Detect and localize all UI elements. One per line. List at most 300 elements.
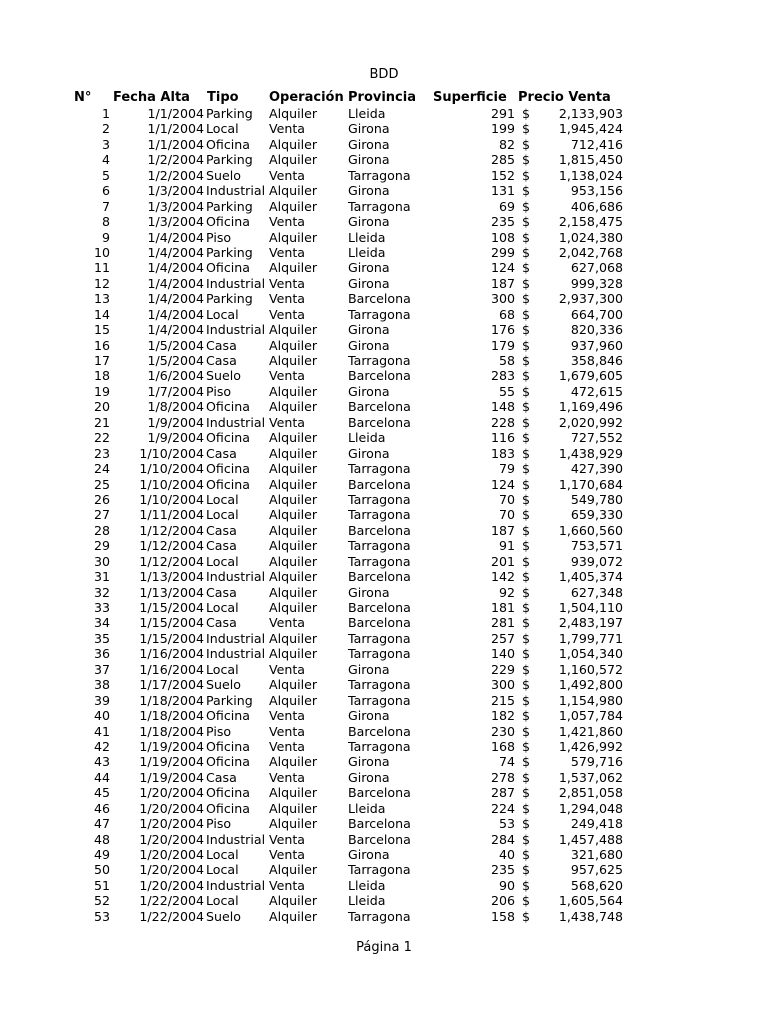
cell-currency: $	[522, 337, 531, 353]
cell-fecha: 1/1/2004	[147, 121, 204, 137]
cell-precio: 953,156	[570, 183, 623, 199]
cell-fecha: 1/4/2004	[147, 260, 204, 276]
cell-superficie: 68	[498, 306, 515, 322]
cell-tipo: Piso	[206, 383, 232, 399]
table-row	[0, 832, 768, 847]
cell-operacion: Alquiler	[269, 430, 318, 446]
cell-operacion: Alquiler	[269, 106, 318, 121]
cell-num: 27	[93, 507, 110, 523]
cell-tipo: Oficina	[206, 785, 250, 801]
cell-operacion: Alquiler	[269, 862, 318, 878]
cell-operacion: Alquiler	[269, 893, 318, 909]
cell-fecha: 1/12/2004	[139, 538, 204, 554]
table-row	[0, 183, 768, 198]
cell-num: 49	[93, 847, 110, 862]
cell-num: 17	[93, 353, 110, 368]
table-row	[0, 646, 768, 661]
cell-tipo: Industrial	[206, 831, 266, 847]
cell-operacion: Alquiler	[269, 337, 318, 353]
table-row	[0, 600, 768, 615]
cell-currency: $	[522, 538, 531, 554]
cell-fecha: 1/20/2004	[139, 862, 204, 878]
cell-currency: $	[522, 677, 531, 693]
cell-tipo: Industrial	[206, 275, 266, 291]
cell-superficie: 108	[490, 229, 515, 245]
cell-tipo: Industrial	[206, 569, 266, 585]
cell-fecha: 1/11/2004	[139, 507, 204, 523]
table-row	[0, 384, 768, 399]
cell-fecha: 1/13/2004	[139, 584, 204, 600]
cell-num: 44	[93, 769, 110, 785]
cell-provincia: Tarragona	[348, 353, 411, 368]
cell-superficie: 228	[490, 414, 515, 430]
cell-provincia: Tarragona	[348, 862, 411, 878]
cell-tipo: Local	[206, 661, 239, 677]
cell-precio: 549,780	[570, 491, 623, 507]
cell-operacion: Venta	[269, 291, 306, 307]
table-header	[0, 90, 768, 107]
cell-operacion: Venta	[269, 414, 306, 430]
cell-superficie: 91	[498, 538, 515, 554]
cell-currency: $	[522, 723, 531, 739]
cell-superficie: 229	[490, 661, 515, 677]
cell-operacion: Alquiler	[269, 229, 318, 245]
cell-num: 42	[93, 738, 110, 754]
cell-tipo: Casa	[206, 584, 237, 600]
cell-fecha: 1/4/2004	[147, 244, 204, 260]
cell-superficie: 79	[498, 461, 515, 477]
cell-precio: 1,138,024	[558, 167, 623, 183]
cell-precio: 1,421,860	[558, 723, 623, 739]
cell-num: 43	[93, 754, 110, 770]
cell-operacion: Alquiler	[269, 522, 318, 538]
cell-fecha: 1/18/2004	[139, 723, 204, 739]
cell-tipo: Oficina	[206, 800, 250, 816]
cell-fecha: 1/12/2004	[139, 522, 204, 538]
cell-provincia: Tarragona	[348, 692, 411, 708]
cell-superficie: 124	[490, 476, 515, 492]
cell-superficie: 230	[490, 723, 515, 739]
cell-num: 3	[101, 136, 110, 152]
cell-tipo: Parking	[206, 291, 253, 307]
cell-superficie: 287	[490, 785, 515, 801]
cell-precio: 427,390	[570, 461, 623, 477]
cell-tipo: Local	[206, 893, 239, 909]
cell-precio: 1,537,062	[558, 769, 623, 785]
table-row	[0, 399, 768, 414]
cell-currency: $	[522, 152, 531, 168]
cell-currency: $	[522, 708, 531, 724]
cell-precio: 1,815,450	[558, 152, 623, 168]
cell-num: 50	[93, 862, 110, 878]
cell-fecha: 1/19/2004	[139, 769, 204, 785]
cell-currency: $	[522, 615, 531, 631]
cell-currency: $	[522, 353, 531, 368]
cell-num: 24	[93, 461, 110, 477]
table-row	[0, 585, 768, 600]
cell-tipo: Local	[206, 862, 239, 878]
cell-num: 52	[93, 893, 110, 909]
cell-precio: 1,679,605	[558, 368, 623, 384]
cell-num: 33	[93, 600, 110, 615]
cell-precio: 1,154,980	[558, 692, 623, 708]
table-row	[0, 492, 768, 507]
cell-currency: $	[522, 183, 531, 199]
cell-provincia: Lleida	[348, 244, 386, 260]
table-row	[0, 461, 768, 476]
cell-currency: $	[522, 692, 531, 708]
cell-operacion: Venta	[269, 121, 306, 137]
cell-currency: $	[522, 646, 531, 662]
cell-tipo: Casa	[206, 337, 237, 353]
cell-currency: $	[522, 862, 531, 878]
cell-fecha: 1/5/2004	[147, 353, 204, 368]
table-row	[0, 754, 768, 769]
cell-precio: 939,072	[570, 553, 623, 569]
cell-operacion: Venta	[269, 275, 306, 291]
header-fecha: Fecha Alta	[113, 90, 190, 105]
cell-precio: 712,416	[570, 136, 623, 152]
sheet-title: BDD	[369, 67, 399, 82]
header-precio: Precio Venta	[518, 90, 611, 105]
table-row	[0, 214, 768, 229]
cell-currency: $	[522, 244, 531, 260]
cell-operacion: Alquiler	[269, 152, 318, 168]
table-row	[0, 770, 768, 785]
cell-tipo: Casa	[206, 769, 237, 785]
cell-precio: 1,504,110	[558, 600, 623, 615]
cell-precio: 1,660,560	[558, 522, 623, 538]
cell-currency: $	[522, 908, 531, 924]
cell-fecha: 1/5/2004	[147, 337, 204, 353]
cell-provincia: Girona	[348, 383, 390, 399]
cell-precio: 249,418	[570, 816, 623, 832]
cell-currency: $	[522, 816, 531, 832]
table-row	[0, 291, 768, 306]
cell-precio: 2,483,197	[558, 615, 623, 631]
cell-fecha: 1/3/2004	[147, 214, 204, 230]
cell-num: 34	[93, 615, 110, 631]
cell-fecha: 1/20/2004	[139, 877, 204, 893]
cell-currency: $	[522, 322, 531, 338]
cell-tipo: Piso	[206, 816, 232, 832]
table-row	[0, 260, 768, 275]
cell-superficie: 235	[490, 214, 515, 230]
cell-currency: $	[522, 800, 531, 816]
cell-superficie: 278	[490, 769, 515, 785]
table-row	[0, 785, 768, 800]
cell-superficie: 142	[490, 569, 515, 585]
cell-tipo: Parking	[206, 106, 253, 121]
cell-num: 36	[93, 646, 110, 662]
cell-precio: 406,686	[570, 198, 623, 214]
cell-fecha: 1/19/2004	[139, 754, 204, 770]
cell-num: 15	[93, 322, 110, 338]
cell-precio: 727,552	[570, 430, 623, 446]
cell-tipo: Local	[206, 600, 239, 615]
cell-currency: $	[522, 106, 531, 121]
cell-provincia: Lleida	[348, 893, 386, 909]
cell-operacion: Alquiler	[269, 198, 318, 214]
cell-fecha: 1/20/2004	[139, 831, 204, 847]
table-row	[0, 106, 768, 121]
cell-precio: 999,328	[570, 275, 623, 291]
cell-operacion: Venta	[269, 877, 306, 893]
cell-provincia: Girona	[348, 121, 390, 137]
cell-superficie: 283	[490, 368, 515, 384]
cell-precio: 2,020,992	[558, 414, 623, 430]
cell-tipo: Casa	[206, 445, 237, 461]
table-row	[0, 168, 768, 183]
cell-currency: $	[522, 661, 531, 677]
table-row	[0, 322, 768, 337]
cell-provincia: Barcelona	[348, 414, 411, 430]
table-row	[0, 893, 768, 908]
cell-superficie: 281	[490, 615, 515, 631]
cell-currency: $	[522, 214, 531, 230]
cell-precio: 1,405,374	[558, 569, 623, 585]
cell-provincia: Lleida	[348, 106, 386, 121]
table-row	[0, 739, 768, 754]
cell-operacion: Alquiler	[269, 908, 318, 924]
cell-currency: $	[522, 260, 531, 276]
cell-fecha: 1/10/2004	[139, 476, 204, 492]
cell-provincia: Girona	[348, 769, 390, 785]
cell-currency: $	[522, 877, 531, 893]
cell-operacion: Alquiler	[269, 507, 318, 523]
table-row	[0, 152, 768, 167]
cell-num: 29	[93, 538, 110, 554]
cell-superficie: 176	[490, 322, 515, 338]
cell-precio: 1,054,340	[558, 646, 623, 662]
table-row	[0, 615, 768, 630]
cell-tipo: Oficina	[206, 399, 250, 415]
cell-provincia: Girona	[348, 152, 390, 168]
cell-tipo: Local	[206, 507, 239, 523]
table-row	[0, 353, 768, 368]
table-row	[0, 878, 768, 893]
cell-num: 2	[101, 121, 110, 137]
cell-fecha: 1/7/2004	[147, 383, 204, 399]
cell-fecha: 1/19/2004	[139, 738, 204, 754]
cell-operacion: Alquiler	[269, 569, 318, 585]
cell-num: 4	[101, 152, 110, 168]
cell-precio: 579,716	[570, 754, 623, 770]
cell-precio: 1,438,748	[558, 908, 623, 924]
cell-provincia: Tarragona	[348, 630, 411, 646]
cell-provincia: Barcelona	[348, 569, 411, 585]
cell-num: 18	[93, 368, 110, 384]
cell-num: 41	[93, 723, 110, 739]
cell-fecha: 1/10/2004	[139, 445, 204, 461]
cell-provincia: Tarragona	[348, 167, 411, 183]
cell-provincia: Girona	[348, 337, 390, 353]
cell-tipo: Oficina	[206, 754, 250, 770]
cell-num: 38	[93, 677, 110, 693]
cell-operacion: Alquiler	[269, 600, 318, 615]
cell-provincia: Barcelona	[348, 615, 411, 631]
table-row	[0, 230, 768, 245]
cell-currency: $	[522, 167, 531, 183]
cell-provincia: Lleida	[348, 877, 386, 893]
cell-tipo: Oficina	[206, 476, 250, 492]
cell-num: 31	[93, 569, 110, 585]
table-row	[0, 245, 768, 260]
cell-num: 1	[101, 106, 110, 121]
cell-currency: $	[522, 136, 531, 152]
cell-provincia: Tarragona	[348, 306, 411, 322]
cell-tipo: Oficina	[206, 738, 250, 754]
cell-num: 14	[93, 306, 110, 322]
cell-num: 11	[93, 260, 110, 276]
cell-superficie: 285	[490, 152, 515, 168]
table-row	[0, 446, 768, 461]
cell-tipo: Industrial	[206, 183, 266, 199]
cell-precio: 1,492,800	[558, 677, 623, 693]
table-row	[0, 708, 768, 723]
cell-tipo: Parking	[206, 692, 253, 708]
cell-num: 39	[93, 692, 110, 708]
cell-currency: $	[522, 553, 531, 569]
cell-precio: 2,937,300	[558, 291, 623, 307]
cell-currency: $	[522, 121, 531, 137]
cell-tipo: Oficina	[206, 708, 250, 724]
cell-currency: $	[522, 754, 531, 770]
cell-provincia: Barcelona	[348, 476, 411, 492]
table-row	[0, 569, 768, 584]
cell-operacion: Alquiler	[269, 630, 318, 646]
cell-operacion: Alquiler	[269, 399, 318, 415]
cell-provincia: Barcelona	[348, 831, 411, 847]
cell-fecha: 1/2/2004	[147, 152, 204, 168]
cell-num: 26	[93, 491, 110, 507]
cell-currency: $	[522, 461, 531, 477]
cell-superficie: 183	[490, 445, 515, 461]
cell-operacion: Venta	[269, 831, 306, 847]
cell-provincia: Tarragona	[348, 507, 411, 523]
cell-num: 45	[93, 785, 110, 801]
cell-currency: $	[522, 522, 531, 538]
cell-fecha: 1/20/2004	[139, 847, 204, 862]
table-row	[0, 847, 768, 862]
cell-superficie: 206	[490, 893, 515, 909]
cell-precio: 937,960	[570, 337, 623, 353]
cell-provincia: Lleida	[348, 800, 386, 816]
cell-operacion: Alquiler	[269, 692, 318, 708]
cell-currency: $	[522, 584, 531, 600]
cell-num: 6	[101, 183, 110, 199]
cell-fecha: 1/15/2004	[139, 630, 204, 646]
cell-fecha: 1/20/2004	[139, 800, 204, 816]
cell-num: 28	[93, 522, 110, 538]
cell-fecha: 1/22/2004	[139, 893, 204, 909]
cell-operacion: Alquiler	[269, 136, 318, 152]
table-row	[0, 554, 768, 569]
cell-superficie: 291	[490, 106, 515, 121]
cell-tipo: Industrial	[206, 646, 266, 662]
cell-tipo: Local	[206, 306, 239, 322]
cell-fecha: 1/20/2004	[139, 785, 204, 801]
cell-superficie: 53	[498, 816, 515, 832]
table-row	[0, 662, 768, 677]
table-row	[0, 338, 768, 353]
cell-superficie: 179	[490, 337, 515, 353]
cell-fecha: 1/15/2004	[139, 600, 204, 615]
cell-operacion: Venta	[269, 738, 306, 754]
cell-precio: 2,851,058	[558, 785, 623, 801]
cell-operacion: Venta	[269, 708, 306, 724]
cell-superficie: 199	[490, 121, 515, 137]
cell-provincia: Barcelona	[348, 816, 411, 832]
cell-num: 30	[93, 553, 110, 569]
cell-operacion: Alquiler	[269, 476, 318, 492]
cell-superficie: 148	[490, 399, 515, 415]
table-row	[0, 816, 768, 831]
cell-fecha: 1/6/2004	[147, 368, 204, 384]
cell-tipo: Oficina	[206, 214, 250, 230]
cell-provincia: Lleida	[348, 430, 386, 446]
cell-operacion: Alquiler	[269, 260, 318, 276]
cell-fecha: 1/10/2004	[139, 461, 204, 477]
cell-num: 40	[93, 708, 110, 724]
cell-operacion: Venta	[269, 167, 306, 183]
cell-superficie: 201	[490, 553, 515, 569]
cell-tipo: Piso	[206, 229, 232, 245]
table-row	[0, 801, 768, 816]
cell-provincia: Barcelona	[348, 291, 411, 307]
cell-fecha: 1/16/2004	[139, 646, 204, 662]
cell-operacion: Alquiler	[269, 445, 318, 461]
cell-num: 22	[93, 430, 110, 446]
cell-provincia: Barcelona	[348, 368, 411, 384]
cell-tipo: Suelo	[206, 908, 241, 924]
cell-fecha: 1/9/2004	[147, 430, 204, 446]
cell-tipo: Industrial	[206, 630, 266, 646]
cell-currency: $	[522, 491, 531, 507]
cell-num: 7	[101, 198, 110, 214]
cell-currency: $	[522, 445, 531, 461]
table-row	[0, 276, 768, 291]
table-row	[0, 307, 768, 322]
cell-operacion: Venta	[269, 368, 306, 384]
cell-tipo: Local	[206, 847, 239, 862]
cell-tipo: Parking	[206, 244, 253, 260]
cell-superficie: 40	[498, 847, 515, 862]
cell-num: 19	[93, 383, 110, 399]
cell-num: 16	[93, 337, 110, 353]
cell-precio: 2,133,903	[558, 106, 623, 121]
cell-fecha: 1/2/2004	[147, 167, 204, 183]
cell-superficie: 152	[490, 167, 515, 183]
cell-num: 23	[93, 445, 110, 461]
cell-operacion: Alquiler	[269, 461, 318, 477]
cell-precio: 1,170,684	[558, 476, 623, 492]
cell-operacion: Alquiler	[269, 785, 318, 801]
cell-superficie: 92	[498, 584, 515, 600]
cell-currency: $	[522, 847, 531, 862]
cell-superficie: 69	[498, 198, 515, 214]
cell-num: 10	[93, 244, 110, 260]
cell-currency: $	[522, 275, 531, 291]
cell-precio: 627,068	[570, 260, 623, 276]
cell-operacion: Alquiler	[269, 353, 318, 368]
cell-provincia: Tarragona	[348, 677, 411, 693]
cell-operacion: Venta	[269, 723, 306, 739]
cell-superficie: 70	[498, 491, 515, 507]
cell-superficie: 187	[490, 522, 515, 538]
cell-provincia: Lleida	[348, 229, 386, 245]
cell-num: 32	[93, 584, 110, 600]
